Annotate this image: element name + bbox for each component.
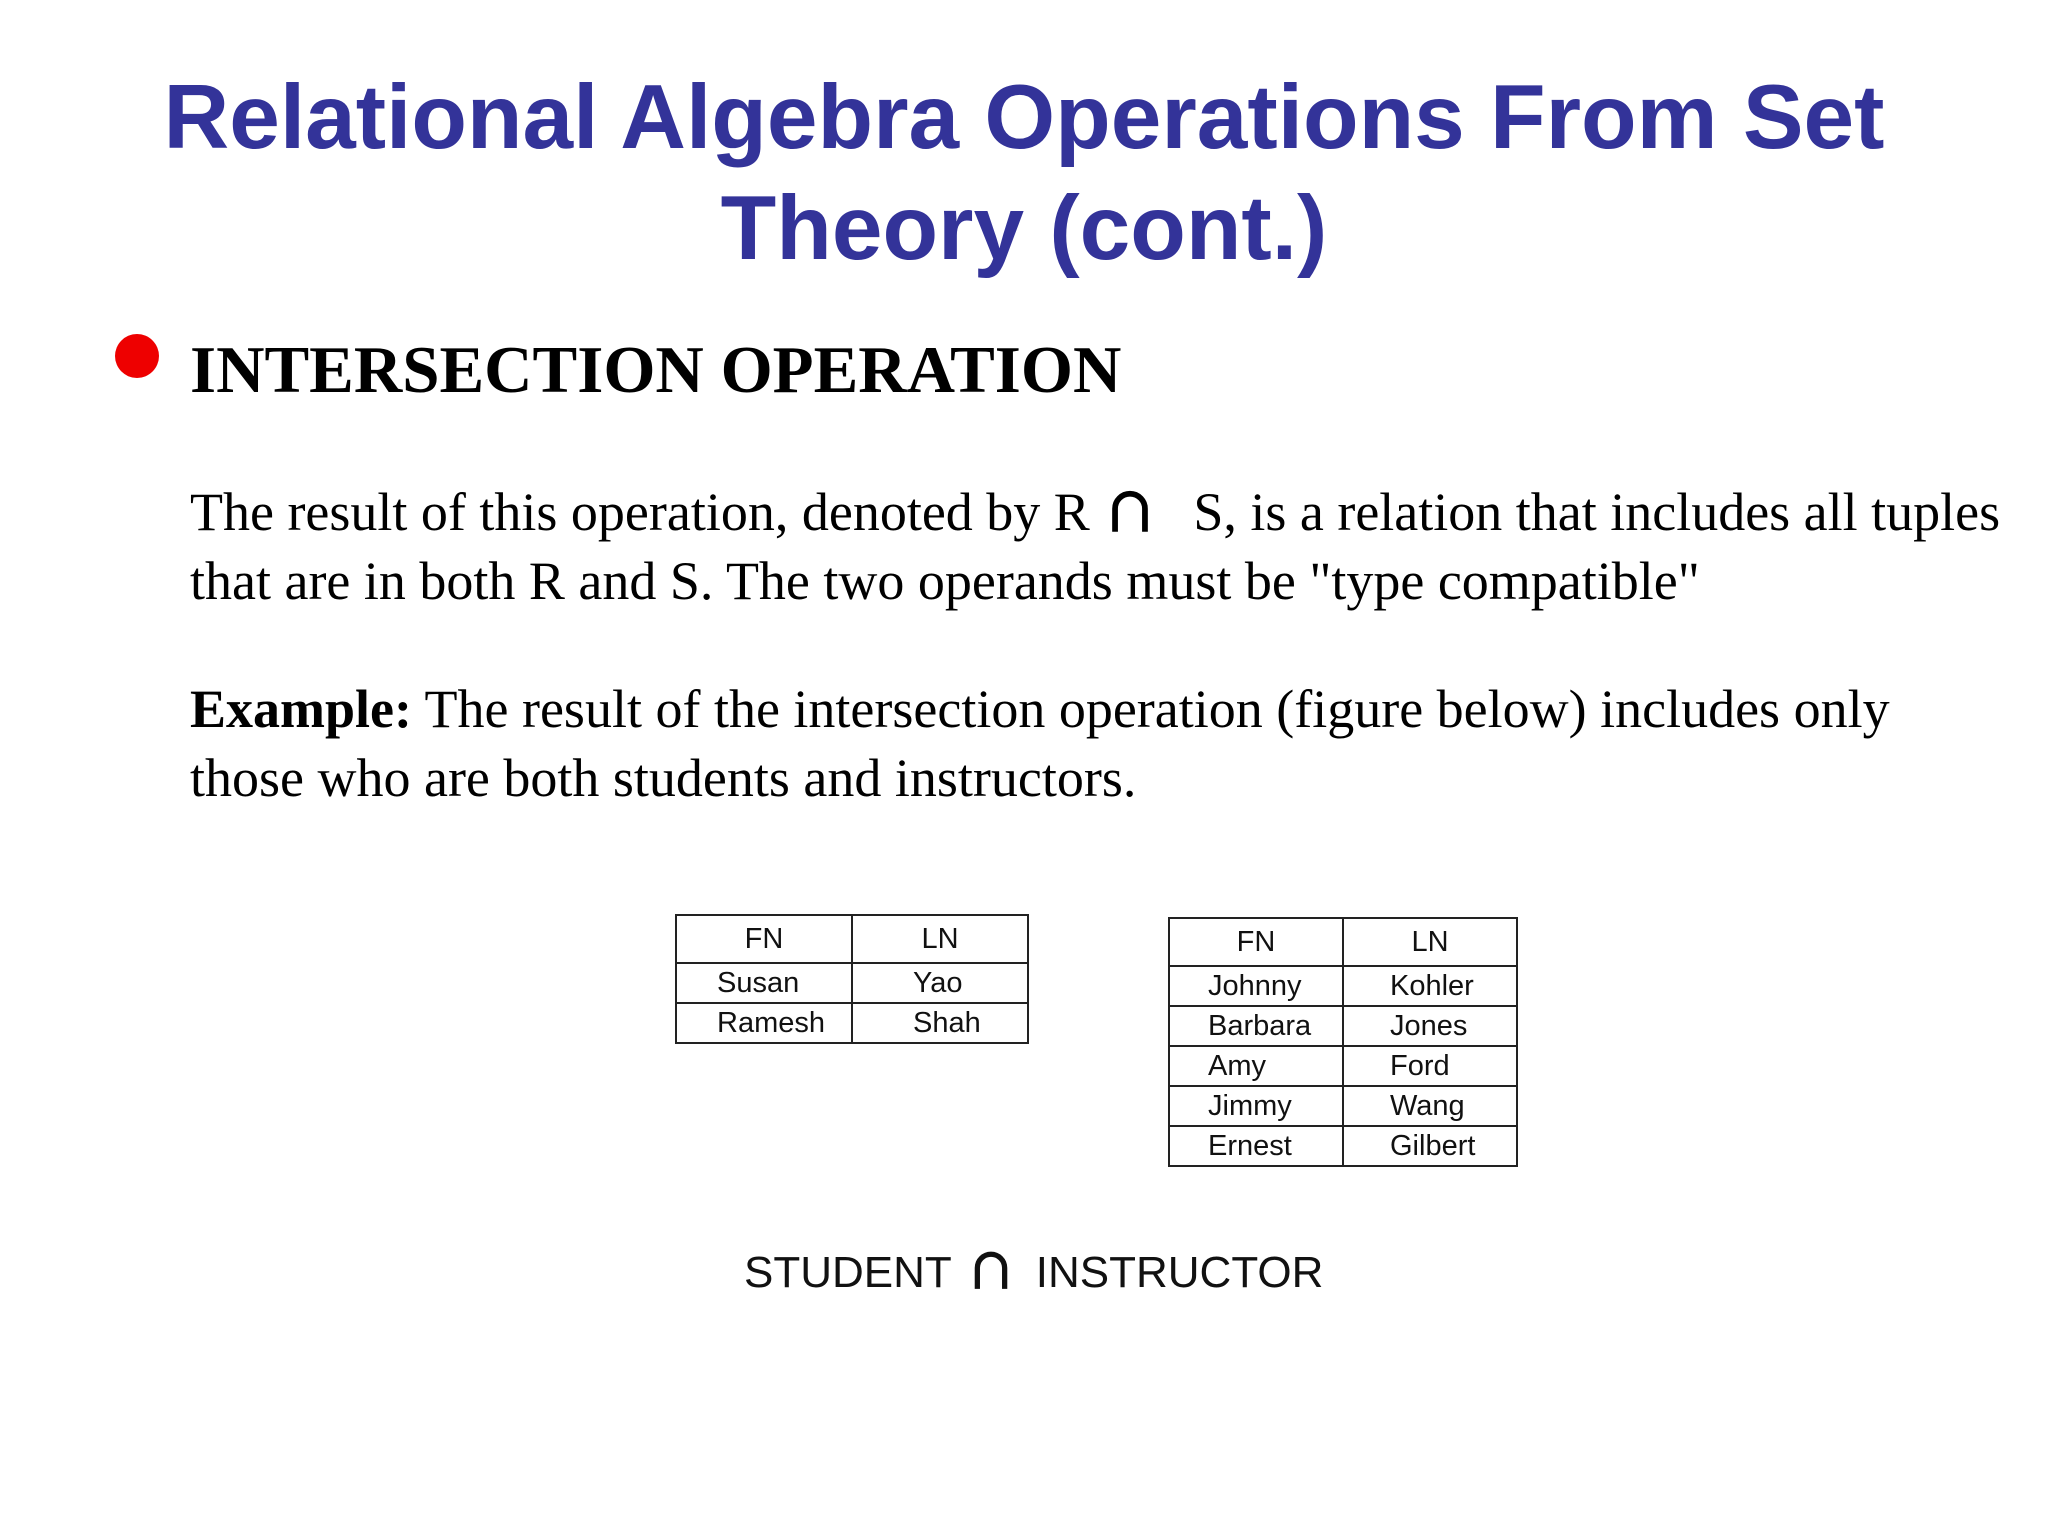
column-header-fn: FN: [1169, 918, 1343, 966]
table-row: [1169, 1006, 1517, 1046]
definition-text-1: The result of this operation, denoted by R: [190, 482, 1090, 542]
red-bullet-icon: [115, 334, 159, 378]
intersection-icon: [970, 1249, 1012, 1291]
table-header-row: [1169, 918, 1517, 966]
slide-title-line-2: Theory (cont.): [720, 178, 1328, 279]
table-row: [1169, 1086, 1517, 1126]
cell-fn: Susan: [676, 963, 852, 1003]
definition-text-2: S, is a relation that includes all tuples that are in both R and S. The two operands must be "type compatible": [190, 482, 2001, 611]
table-row: [1169, 1126, 1517, 1166]
cell-fn: Amy: [1169, 1046, 1343, 1086]
table-row: [676, 1003, 1028, 1043]
cell-ln: Gilbert: [1343, 1126, 1517, 1166]
cell-ln: Shah: [852, 1003, 1028, 1043]
cell-ln: Ford: [1343, 1046, 1517, 1086]
cell-ln: Yao: [852, 963, 1028, 1003]
cell-ln: Kohler: [1343, 966, 1517, 1006]
slide-title-line-1: Relational Algebra Operations From Set: [163, 67, 1885, 168]
caption-left: STUDENT: [744, 1248, 952, 1297]
result-table: [675, 914, 1029, 1044]
column-header-ln: LN: [852, 915, 1028, 963]
table-row: [1169, 966, 1517, 1006]
cell-fn: Barbara: [1169, 1006, 1343, 1046]
example-paragraph: [190, 675, 2010, 813]
cell-ln: Jones: [1343, 1006, 1517, 1046]
cell-fn: Ramesh: [676, 1003, 852, 1043]
cell-fn: Johnny: [1169, 966, 1343, 1006]
example-text: The result of the intersection operation (figure below) includes only those who are both students and instructors.: [190, 679, 1890, 808]
intersection-icon: [1107, 488, 1153, 534]
figure-caption: [744, 1245, 1323, 1301]
slide-title: [0, 62, 2048, 284]
column-header-fn: FN: [676, 915, 852, 963]
definition-paragraph: [190, 478, 2010, 616]
caption-right: INSTRUCTOR: [1035, 1248, 1324, 1297]
cell-fn: Ernest: [1169, 1126, 1343, 1166]
table-row: [676, 963, 1028, 1003]
section-heading: INTERSECTION OPERATION: [190, 333, 1122, 407]
example-label: Example:: [190, 679, 412, 739]
column-header-ln: LN: [1343, 918, 1517, 966]
cell-ln: Wang: [1343, 1086, 1517, 1126]
instructor-table: [1168, 917, 1518, 1167]
table-header-row: [676, 915, 1028, 963]
table-row: [1169, 1046, 1517, 1086]
cell-fn: Jimmy: [1169, 1086, 1343, 1126]
